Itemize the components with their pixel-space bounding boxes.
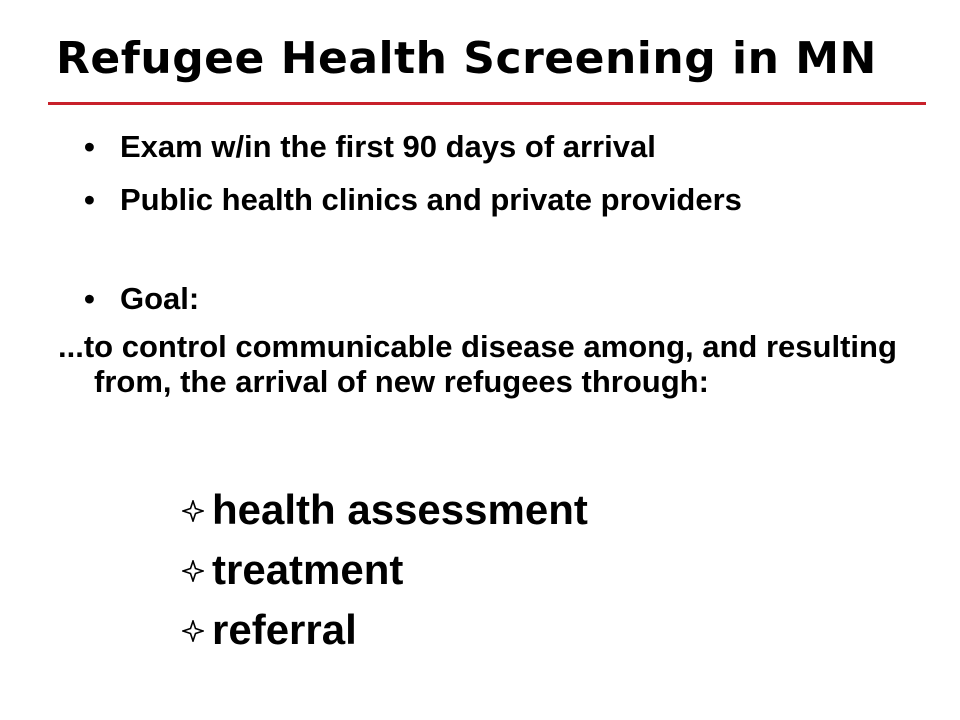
bullet-dot: •: [84, 182, 95, 217]
sub-list-text: treatment: [212, 546, 404, 593]
sub-list-item: [182, 482, 588, 538]
sub-list-text: health assessment: [212, 486, 588, 533]
goal-description: ...to control communicable disease among, and resulting from, the arrival of new refugees through:: [58, 329, 897, 399]
sub-list-item: [182, 542, 588, 598]
bullet-item: [84, 280, 944, 317]
bullet-item: [84, 128, 944, 165]
sub-list: [182, 482, 588, 662]
bullet-item: [84, 181, 944, 218]
four-point-star-icon: [182, 500, 204, 522]
slide-content: [58, 120, 944, 399]
title-divider: [48, 102, 926, 105]
title-divider-line: [48, 102, 926, 105]
four-point-star-icon: [182, 620, 204, 642]
bullet-text: Public health clinics and private providers: [120, 182, 742, 217]
bullet-dot: •: [84, 281, 95, 316]
four-point-star-icon: [182, 560, 204, 582]
bullet-text: Exam w/in the first 90 days of arrival: [120, 129, 656, 164]
sub-list-item: [182, 602, 588, 658]
slide-title: Refugee Health Screening in MN: [56, 33, 877, 84]
sub-list-text: referral: [212, 606, 357, 653]
bullet-text: Goal:: [120, 281, 200, 316]
bullet-dot: •: [84, 129, 95, 164]
